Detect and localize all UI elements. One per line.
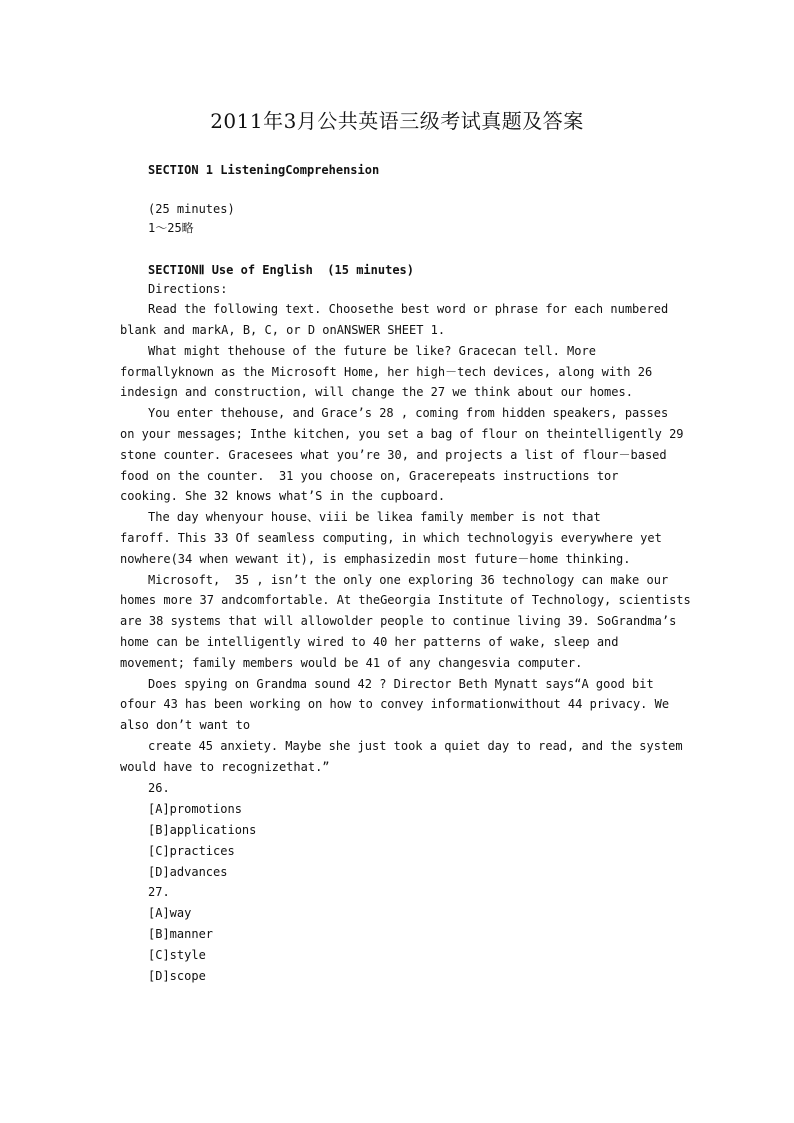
question-number: 27.: [148, 885, 170, 899]
passage-line: Does spying on Grandma sound 42 ? Director Beth Mynatt says“A good bit: [148, 677, 654, 691]
passage-line: create 45 anxiety. Maybe she just took a quiet day to read, and the system: [148, 739, 683, 753]
passage-line: indesign and construction, will change the 27 we think about our homes.: [120, 385, 633, 399]
passage-line: cooking. She 32 knows what’S in the cupboard.: [120, 489, 446, 503]
passage-line: faroff. This 33 Of seamless computing, in which technologyis everywhere yet: [120, 531, 662, 545]
instruction-line: Read the following text. Choosethe best word or phrase for each numbered: [148, 302, 669, 316]
section1-heading: SECTION 1 ListeningComprehension: [148, 163, 380, 177]
passage-line: also don’t want to: [120, 718, 251, 732]
passage-line: home can be intelligently wired to 40 her patterns of wake, sleep and: [120, 635, 619, 649]
answer-option: [C]practices: [148, 844, 235, 858]
question-number: 26.: [148, 781, 170, 795]
passage-line: Microsoft, 35 , isn’t the only one exploring 36 technology can make our: [148, 573, 669, 587]
answer-option: [A]way: [148, 906, 192, 920]
passage-line: are 38 systems that will allowolder people to continue living 39. SoGrandma’s: [120, 614, 677, 628]
passage-line: formallyknown as the Microsoft Home, her high－tech devices, along with 26: [120, 365, 653, 379]
passage-line: What might thehouse of the future be like? Gracecan tell. More: [148, 344, 596, 358]
passage-line: ofour 43 has been working on how to convey informationwithout 44 privacy. We: [120, 697, 670, 711]
answer-option: [A]promotions: [148, 802, 242, 816]
answer-option: [B]applications: [148, 823, 257, 837]
directions-label: Directions:: [148, 282, 228, 296]
answer-option: [B]manner: [148, 927, 214, 941]
answer-option: [D]scope: [148, 969, 206, 983]
passage-line: stone counter. Gracesees what you’re 30, and projects a list of flour－based: [120, 448, 667, 462]
answer-option: [D]advances: [148, 865, 228, 879]
answer-option: [C]style: [148, 948, 206, 962]
passage-line: would have to recognizethat.”: [120, 760, 330, 774]
passage-line: movement; family members would be 41 of any changesvia computer.: [120, 656, 583, 670]
passage-line: nowhere(34 when wewant it), is emphasizedin most future－home thinking.: [120, 552, 631, 566]
document-title: 2011年3月公共英语三级考试真题及答案: [210, 109, 584, 133]
section1-time: (25 minutes): [148, 202, 235, 216]
instruction-line: blank and markA, B, C, or D onANSWER SHEET 1.: [120, 323, 446, 337]
section1-range: 1～25略: [148, 221, 194, 235]
passage-line: The day whenyour house、viii be likea family member is not that: [148, 510, 601, 524]
section2-heading: SECTIONⅡ Use of English (15 minutes): [148, 263, 414, 277]
passage-line: on your messages; Inthe kitchen, you set a bag of flour on theintelligently 29: [120, 427, 684, 441]
passage-line: food on the counter. 31 you choose on, Gracerepeats instructions tor: [120, 469, 619, 483]
passage-line: You enter thehouse, and Grace’s 28 , coming from hidden speakers, passes: [148, 406, 669, 420]
passage-line: homes more 37 andcomfortable. At theGeorgia Institute of Technology, scientists: [120, 593, 691, 607]
